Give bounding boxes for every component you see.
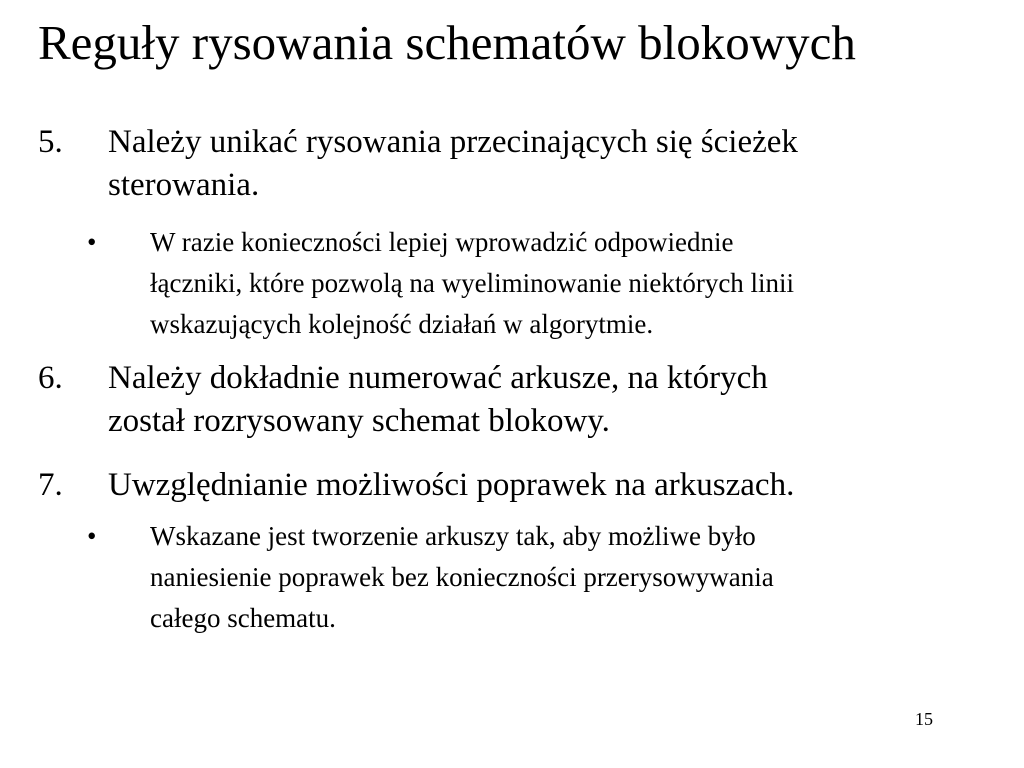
sub-item-text (150, 516, 980, 639)
sub-item-text (150, 222, 980, 345)
text-line: łączniki, które pozwolą na wyeliminowanie niektórych linii (150, 268, 795, 298)
text-line: sterowania. (108, 167, 260, 203)
text-line: Należy dokładnie numerować arkusze, na których (108, 360, 768, 396)
list-item-text (108, 464, 988, 507)
text-line: W razie konieczności lepiej wprowadzić odpowiednie (150, 227, 734, 257)
item-number: 7. (38, 467, 63, 503)
slide-title: Reguły rysowania schematów blokowych (38, 15, 856, 70)
text-line: Uwzględnianie możliwości poprawek na arkuszach. (108, 467, 795, 503)
list-item-text (108, 357, 988, 443)
text-line: został rozrysowany schemat blokowy. (108, 403, 610, 439)
item-number: 5. (38, 124, 63, 160)
text-line: Wskazane jest tworzenie arkuszy tak, aby możliwe było (150, 521, 756, 551)
text-line: całego schematu. (150, 603, 336, 633)
list-item-text (108, 121, 988, 207)
bullet-icon: • (87, 521, 97, 551)
page-number: 15 (915, 709, 933, 729)
text-line: Należy unikać rysowania przecinających się ścieżek (108, 124, 798, 160)
bullet-icon: • (87, 227, 97, 257)
text-line: wskazujących kolejność działań w algorytmie. (150, 309, 654, 339)
item-number: 6. (38, 360, 63, 396)
text-line: naniesienie poprawek bez konieczności przerysowywania (150, 562, 774, 592)
